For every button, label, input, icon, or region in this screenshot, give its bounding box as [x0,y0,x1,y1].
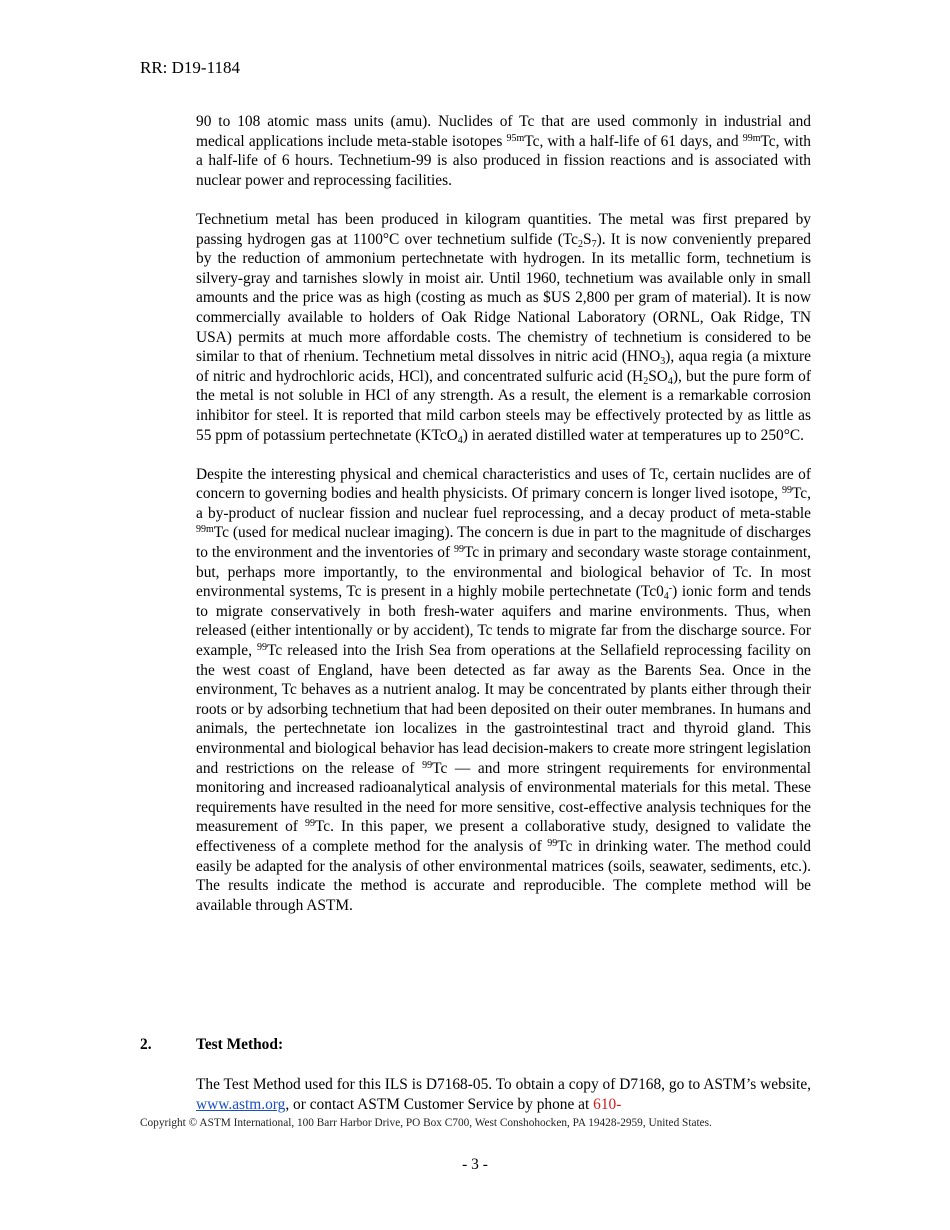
section-number: 2. [140,1036,152,1053]
section-title: Test Method: [196,1036,284,1053]
report-id-header: RR: D19-1184 [140,58,240,77]
phone-number-link[interactable]: 610- [593,1095,622,1113]
copyright-footer: Copyright © ASTM International, 100 Barr Harbor Drive, PO Box C700, West Conshohocken, PA 19428-2959, United States. [140,1117,712,1129]
astm-website-link[interactable]: www.astm.org [196,1095,286,1113]
paragraph-tc-environment: Despite the interesting physical and chemical characteristics and uses of Tc, certain nuclides are of concern to governing bodies and health physicists. Of primary concern is longer lived isotope, $^{99}$Tc, a by-product of nuclear fission and nuclear fuel reprocessing, and a decay product of meta-stable $^{99m}$Tc (used for medical nuclear imaging). The concern is due in part to the magnitude of discharges to the environment and the inventories of $^{99}$Tc in primary and secondary waste storage containment, but, perhaps more importantly, to the environmental and biological behavior of Tc. In most environmental systems, Tc is present in a highly mobile pertechnetate $(Tc0_4^-)$ ionic form and tends to migrate conservatively in both fresh-water aquifers and marine environments. Thus, when released (either intentionally or by accident), Tc tends to migrate far from the discharge source. For example, $^{99}$Tc released into the Irish Sea from operations at the Sellafield reprocessing facility on the west coast of England, have been detected as far away as the Barents Sea. Once in the environment, Tc behaves as a nutrient analog. It may be concentrated by plants either through their roots or by adsorbing technetium that had been deposited on their outer membranes. In humans and animals, the pertechnetate ion localizes in the gastrointestinal tract and thyroid gland. This environmental and biological behavior has lead decision-makers to create more stringent legislation and restrictions on the release of $^{99}$Tc — and more stringent requirements for environmental monitoring and increased radioanalytical analysis of environmental materials for this metal. These requirements have resulted in the need for more sensitive, cost-effective analysis techniques for the measurement of $^{99}$Tc. In this paper, we present a collaborative study, designed to validate the effectiveness of a complete method for the analysis of $^{99}$Tc in drinking water. The method could easily be adapted for the analysis of other environmental matrices (soils, seawater, sediments, etc.). The results indicate the method is accurate and reproducible. The complete method will be available through ASTM. [196,465,812,914]
paragraph-tc-isotopes: 90 to 108 atomic mass units (amu). Nuclides of Tc that are used commonly in industrial and medical applications include meta-stable isotopes $^{95m}$Tc, with a half-life of 61 days, and $^{99m}$Tc, with a half-life of 6 hours. Technetium-99 is also produced in fission reactions and is associated with nuclear power and reprocessing facilities. [196,113,811,189]
paragraph-tc-metal: Technetium metal has been produced in kilogram quantities. The metal was first prepared by passing hydrogen gas at 1100°C over technetium sulfide $(Tc_2S_7)$. It is now conveniently prepared by the reduction of ammonium pertechnetate with hydrogen. In its metallic form, technetium is silvery-gray and tarnishes slowly in moist air. Until 1960, technetium was available only in small amounts and the price was as high (costing as much as $US 2,800 per gram of material). It is now commercially available to holders of Oak Ridge National Laboratory (ORNL, Oak Ridge, TN USA) permits at much more affordable costs. The chemistry of technetium is considered to be similar to that of rhenium. Technetium metal dissolves in nitric acid $(HNO_3)$, aqua regia (a mixture of nitric and hydrochloric acids, HCl), and concentrated sulfuric acid $(H_2SO_4)$, but the pure form of the metal is not soluble in HCl of any strength. As a result, the element is a remarkable corrosion inhibitor for steel. It is reported that mild carbon steels may be effectively protected by as little as 55 ppm of potassium pertechnetate (KTcO$_4$) in aerated distilled water at temperatures up to 250°C. [196,210,811,446]
section-heading-test-method [140,1036,811,1054]
paragraph-test-method: The Test Method used for this ILS is D7168-05. To obtain a copy of D7168, go to ASTM’s website, www.astm.org, or contact ASTM Customer Service by phone at 610- [196,1076,811,1113]
page-number: - 3 - [462,1156,488,1173]
document-body [196,112,811,935]
